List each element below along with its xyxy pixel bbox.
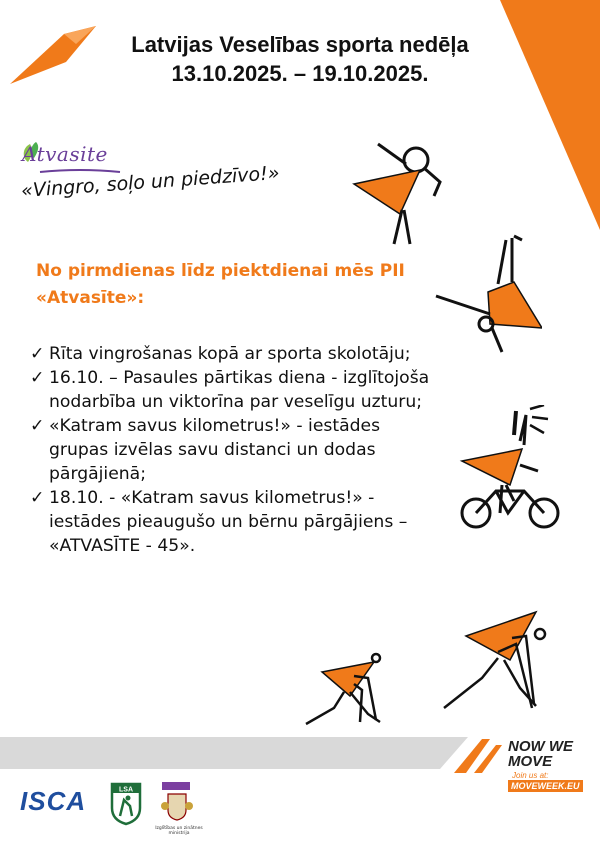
nordic-walker-figure-icon — [298, 648, 398, 728]
atvasite-logo-text: Atvasite — [22, 142, 108, 166]
join-us-text: Join us at: — [512, 771, 549, 780]
list-item: ✓ 18.10. - «Katram savus kilometrus!» - iestādes pieaugušo un bērnu pārgājiens – «ATVASĪTE - 45». — [30, 488, 408, 556]
slogan: «Vingro, soļo un piedzīvo!» — [20, 162, 281, 202]
lsa-logo — [110, 782, 142, 826]
subheading: No pirmdienas līdz piektdienai mēs PII «Atvasīte»: — [36, 261, 405, 308]
now-we-move-text: NOW WE MOVE — [508, 738, 573, 770]
check-icon: ✓ — [30, 344, 45, 364]
list-item: ✓ 16.10. – Pasaules pārtikas diena - izglītojoša nodarbība un viktorīna par veselīgu uzturu; — [30, 368, 430, 412]
list-item: ✓ «Katram savus kilometrus!» - iestādes grupas izvēlas savu distanci un dodas pārgājienā; — [30, 416, 381, 484]
lsa-logo-text: LSA — [119, 786, 133, 794]
now-we-move-triangle-icon — [452, 735, 504, 775]
nordic-walker-large-figure-icon — [432, 608, 562, 713]
ministry-caption: Izglītības un zinātnes ministrija — [155, 826, 203, 836]
coat-of-arms-icon — [160, 782, 194, 822]
page-title — [80, 30, 520, 88]
cartwheel-figure-icon — [432, 232, 542, 357]
cyclist-figure-icon — [448, 405, 568, 535]
list-item: ✓ Rīta vingrošanas kopā ar sporta skolotāju; — [30, 344, 411, 364]
moveweek-site-link[interactable]: MOVEWEEK.EU — [508, 780, 583, 792]
activity-list — [30, 342, 430, 558]
check-icon: ✓ — [30, 416, 45, 436]
title-line-2: 13.10.2025. – 19.10.2025. — [171, 61, 429, 86]
check-icon: ✓ — [30, 368, 45, 388]
now-we-move-logo — [452, 735, 592, 797]
check-icon: ✓ — [30, 488, 45, 508]
title-line-1: Latvijas Veselības sporta nedēļa — [131, 32, 469, 57]
isca-logo: ISCA — [20, 786, 87, 816]
